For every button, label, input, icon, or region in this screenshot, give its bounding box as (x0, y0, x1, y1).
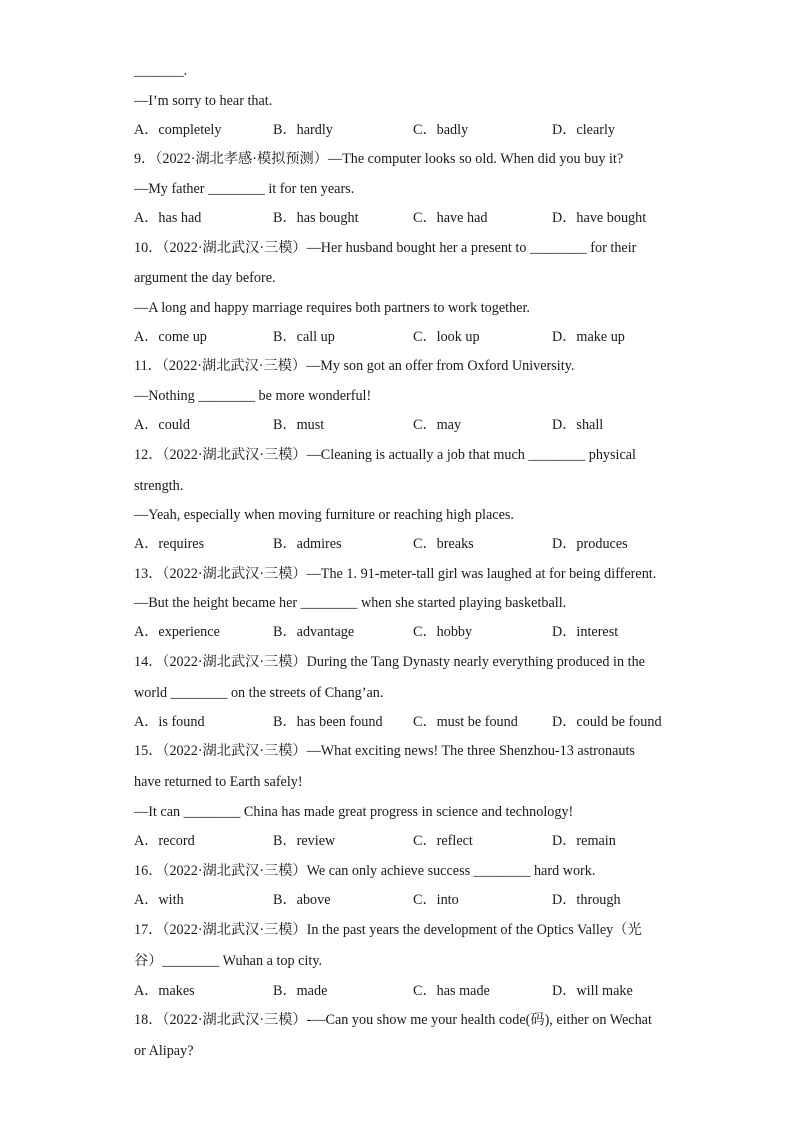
dialogue-line: —Yeah, especially when moving furniture or reaching high places. (134, 507, 514, 523)
option-d: D．produces (552, 536, 628, 552)
dialogue-line: —I’m sorry to hear that. (134, 93, 273, 109)
question-14-stem-cont: world ________ on the streets of Chang’an. (134, 685, 384, 701)
dialogue-line: —My father ________ it for ten years. (134, 181, 355, 197)
question-9-stem: 9．（2022·湖北孝感·模拟预测）—The computer looks so old. When did you buy it? (134, 151, 624, 167)
option-b: B．admires (273, 536, 342, 552)
option-d: D．could be found (552, 714, 662, 730)
option-a: A．could (134, 417, 190, 433)
option-c: C．into (413, 892, 459, 908)
option-b: B．review (273, 833, 336, 849)
option-a: A．completely (134, 122, 222, 138)
dialogue-line: —Nothing ________ be more wonderful! (134, 388, 372, 404)
option-c: C．hobby (413, 624, 473, 640)
question-12-stem: 12．（2022·湖北武汉·三模）—Cleaning is actually a job that much ________ physical (134, 447, 637, 463)
option-b: B．has been found (273, 714, 383, 730)
question-18-stem-cont: or Alipay? (134, 1043, 194, 1059)
question-12-stem-cont: strength. (134, 478, 184, 494)
option-d: D．through (552, 892, 621, 908)
option-a: A．is found (134, 714, 205, 730)
option-b: B．has bought (273, 210, 359, 226)
option-d: D．remain (552, 833, 616, 849)
option-a: A．come up (134, 329, 207, 345)
option-d: D．clearly (552, 122, 616, 138)
option-a: A．makes (134, 983, 195, 999)
option-d: D．will make (552, 983, 633, 999)
option-b: B．made (273, 983, 328, 999)
dialogue-line: —A long and happy marriage requires both partners to work together. (134, 300, 530, 316)
question-10-stem: 10．（2022·湖北武汉·三模）—Her husband bought her a present to ________ for their (134, 240, 637, 256)
option-c: C．badly (413, 122, 469, 138)
question-13-stem: 13．（2022·湖北武汉·三模）—The 1. 91-meter-tall girl was laughed at for being different. (134, 566, 657, 582)
question-10-stem-cont: argument the day before. (134, 270, 276, 286)
option-c: C．have had (413, 210, 488, 226)
option-b: B．advantage (273, 624, 355, 640)
question-18-stem: 18．（2022·湖北武汉·三模）-—Can you show me your health code(码), either on Wechat (134, 1012, 652, 1028)
question-14-stem: 14．（2022·湖北武汉·三模）During the Tang Dynasty nearly everything produced in the (134, 654, 645, 670)
option-d: D．interest (552, 624, 619, 640)
option-b: B．hardly (273, 122, 333, 138)
option-d: D．have bought (552, 210, 647, 226)
question-15-stem: 15．（2022·湖北武汉·三模）—What exciting news! The three Shenzhou-13 astronauts (134, 743, 635, 759)
question-16-stem: 16．（2022·湖北武汉·三模）We can only achieve success ________ hard work. (134, 863, 596, 879)
option-a: A．has had (134, 210, 202, 226)
option-c: C．may (413, 417, 462, 433)
option-c: C．look up (413, 329, 480, 345)
question-17-stem-cont: 谷）________ Wuhan a top city. (134, 953, 323, 969)
dialogue-line: —It can ________ China has made great progress in science and technology! (134, 804, 574, 820)
option-c: C．has made (413, 983, 490, 999)
option-a: A．with (134, 892, 184, 908)
question-11-stem: 11．（2022·湖北武汉·三模）—My son got an offer from Oxford University. (134, 358, 575, 374)
option-c: C．must be found (413, 714, 518, 730)
option-c: C．reflect (413, 833, 473, 849)
option-d: D．shall (552, 417, 604, 433)
option-a: A．experience (134, 624, 220, 640)
answer-blank-line: _______. (134, 63, 188, 79)
option-a: A．record (134, 833, 195, 849)
question-15-stem-cont: have returned to Earth safely! (134, 774, 303, 790)
option-a: A．requires (134, 536, 205, 552)
dialogue-line: —But the height became her ________ when she started playing basketball. (134, 595, 567, 611)
option-b: B．call up (273, 329, 335, 345)
option-c: C．breaks (413, 536, 474, 552)
option-b: B．above (273, 892, 331, 908)
option-b: B．must (273, 417, 325, 433)
question-17-stem: 17．（2022·湖北武汉·三模）In the past years the development of the Optics Valley（光 (134, 922, 642, 938)
option-d: D．make up (552, 329, 625, 345)
